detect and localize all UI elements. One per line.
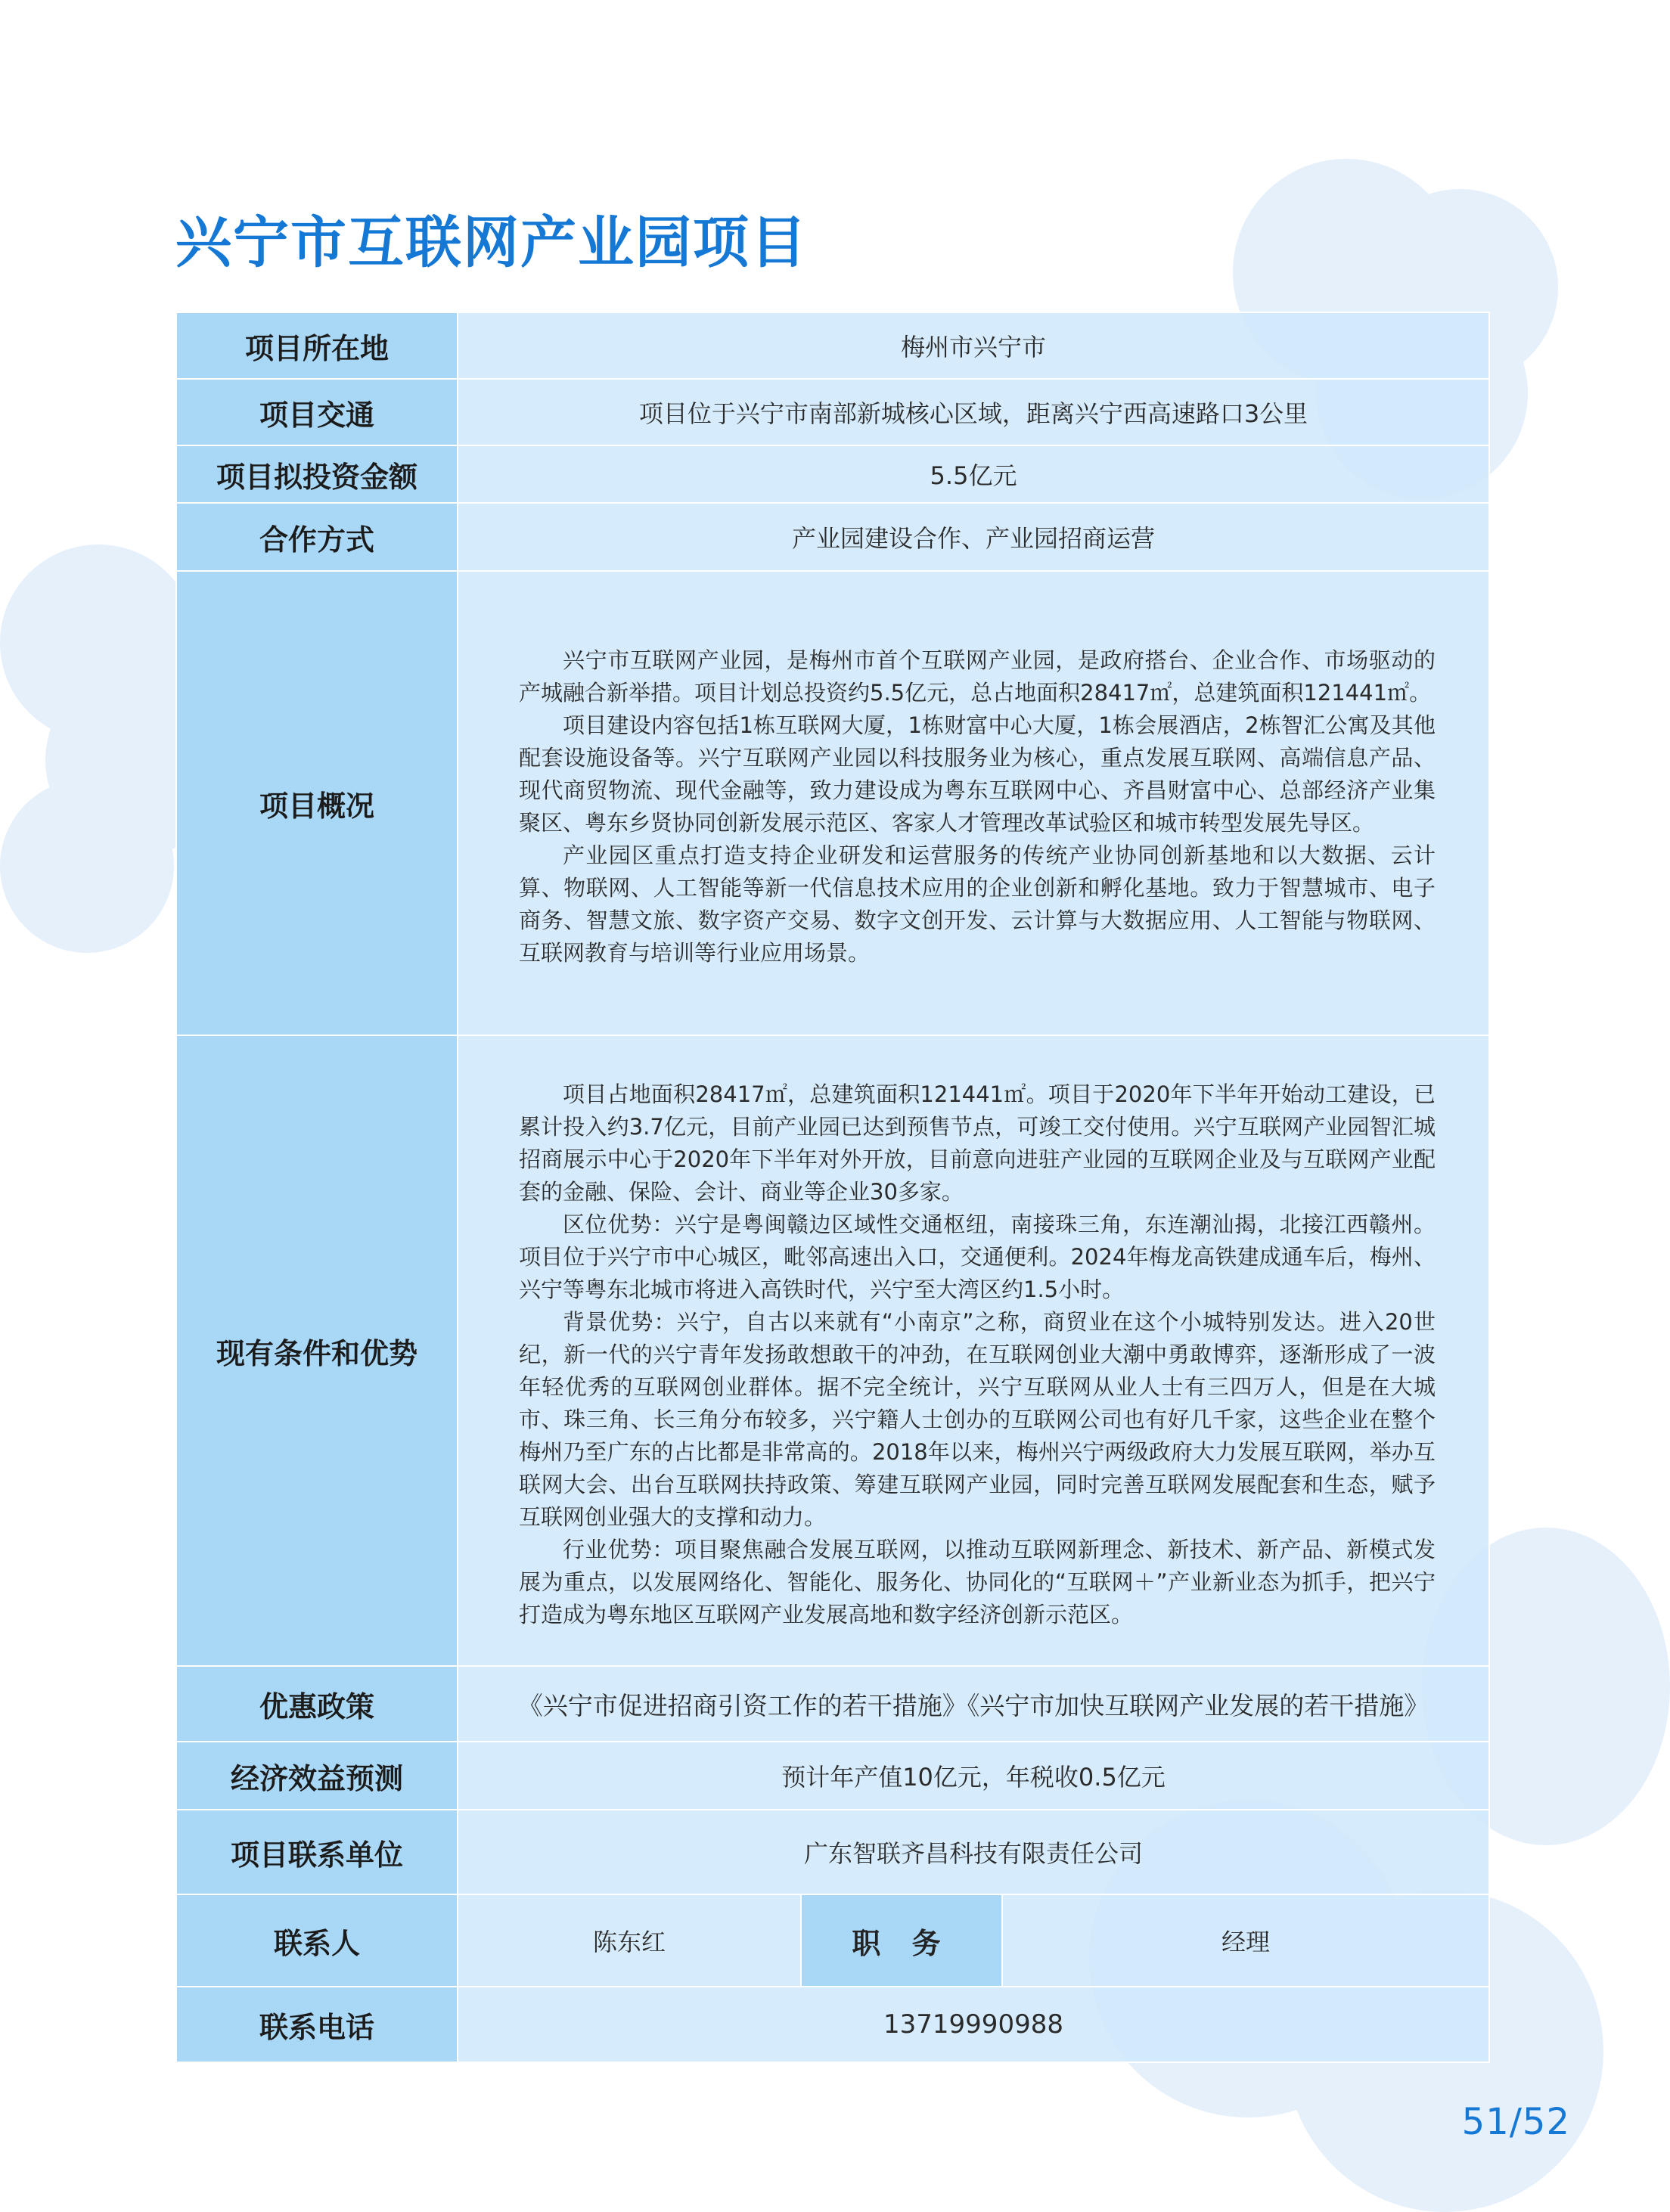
conditions-paragraph: 背景优势：兴宁，自古以来就有“小南京”之称，商贸业在这个小城特别发达。进入20世纪，新一代的兴宁青年发扬敢想敢干的冲劲，在互联网创业大潮中勇敢博弈，逐渐形成了一波年轻优秀的互联网创业群体。据不完全统计，兴宁互联网从业人士有三四万人，但是在大城市、珠三角、长三角分布较多，兴宁籍人士创办的互联网公司也有好几千家，这些企业在整个梅州乃至广东的占比都是非常高的。2018年以来，梅州兴宁两级政府大力发展互联网，举办互联网大会、出台互联网扶持政策、筹建互联网产业园，同时完善互联网发展配套和生态，赋予互联网创业强大的支撑和动力。 xyxy=(519,1308,1436,1530)
table-row xyxy=(176,445,1489,503)
table-row xyxy=(176,1810,1489,1894)
page-title: 兴宁市互联网产业园项目 xyxy=(175,210,808,275)
position-label: 职 务 xyxy=(801,1894,1002,1987)
table-row xyxy=(176,312,1489,379)
table-row xyxy=(176,1035,1489,1666)
unit-label: 项目联系单位 xyxy=(176,1810,458,1894)
policy-label: 优惠政策 xyxy=(176,1666,458,1742)
investment-value: 5.5亿元 xyxy=(458,445,1489,503)
conditions-value xyxy=(458,1035,1489,1666)
cooperation-value: 产业园建设合作、产业园招商运营 xyxy=(458,503,1489,571)
conditions-paragraph: 行业优势：项目聚焦融合发展互联网，以推动互联网新理念、新技术、新产品、新模式发展为重点，以发展网络化、智能化、服务化、协同化的“互联网＋”产业新业态为抓手，把兴宁打造成为粤东地区互联网产业发展高地和数字经济创新示范区。 xyxy=(519,1536,1436,1627)
location-label: 项目所在地 xyxy=(176,312,458,379)
contact-label: 联系人 xyxy=(176,1894,458,1987)
table-row xyxy=(176,1894,1489,1987)
overview-label: 项目概况 xyxy=(176,571,458,1035)
location-value: 梅州市兴宁市 xyxy=(458,312,1489,379)
overview-value xyxy=(458,571,1489,1035)
conditions-paragraph: 区位优势：兴宁是粤闽赣边区域性交通枢纽，南接珠三角，东连潮汕揭，北接江西赣州。项目位于兴宁市中心城区，毗邻高速出入口，交通便利。2024年梅龙高铁建成通车后，梅州、兴宁等粤东北城市将进入高铁时代，兴宁至大湾区约1.5小时。 xyxy=(519,1211,1436,1302)
cooperation-label: 合作方式 xyxy=(176,503,458,571)
table-row xyxy=(176,1666,1489,1742)
conditions-paragraph: 项目占地面积28417㎡，总建筑面积121441㎡。项目于2020年下半年开始动工建设，已累计投入约3.7亿元，目前产业园已达到预售节点，可竣工交付使用。兴宁互联网产业园智汇城招商展示中心于2020年下半年对外开放，目前意向进驻产业园的互联网企业及与互联网产业配套的金融、保险、会计、商业等企业30多家。 xyxy=(519,1081,1436,1205)
traffic-value: 项目位于兴宁市南部新城核心区域，距离兴宁西高速路口3公里 xyxy=(458,379,1489,445)
investment-label: 项目拟投资金额 xyxy=(176,445,458,503)
unit-value: 广东智联齐昌科技有限责任公司 xyxy=(458,1810,1489,1894)
table-row xyxy=(176,503,1489,571)
table-row xyxy=(176,1987,1489,2062)
phone-label: 联系电话 xyxy=(176,1987,458,2062)
project-info-table xyxy=(175,312,1490,2063)
contact-value: 陈东红 xyxy=(458,1894,801,1987)
benefit-value: 预计年产值10亿元，年税收0.5亿元 xyxy=(458,1742,1489,1810)
table-row xyxy=(176,571,1489,1035)
table-row xyxy=(176,1742,1489,1810)
policy-value: 《兴宁市促进招商引资工作的若干措施》《兴宁市加快互联网产业发展的若干措施》 xyxy=(458,1666,1489,1742)
overview-paragraph: 产业园区重点打造支持企业研发和运营服务的传统产业协同创新基地和以大数据、云计算、物联网、人工智能等新一代信息技术应用的企业创新和孵化基地。致力于智慧城市、电子商务、智慧文旅、数字资产交易、数字文创开发、云计算与大数据应用、人工智能与物联网、互联网教育与培训等行业应用场景。 xyxy=(519,842,1436,966)
page-number: 51/52 xyxy=(1461,2101,1570,2143)
phone-value: 13719990988 xyxy=(458,1987,1489,2062)
traffic-label: 项目交通 xyxy=(176,379,458,445)
overview-paragraph: 项目建设内容包括1栋互联网大厦，1栋财富中心大厦，1栋会展酒店，2栋智汇公寓及其他配套设施设备等。兴宁互联网产业园以科技服务业为核心，重点发展互联网、高端信息产品、现代商贸物流、现代金融等，致力建设成为粤东互联网中心、齐昌财富中心、总部经济产业集聚区、粤东乡贤协同创新发展示范区、客家人才管理改革试验区和城市转型发展先导区。 xyxy=(519,712,1436,836)
benefit-label: 经济效益预测 xyxy=(176,1742,458,1810)
overview-paragraph: 兴宁市互联网产业园，是梅州市首个互联网产业园，是政府搭台、企业合作、市场驱动的产城融合新举措。项目计划总投资约5.5亿元，总占地面积28417㎡，总建筑面积121441㎡。 xyxy=(519,647,1436,706)
position-value: 经理 xyxy=(1002,1894,1489,1987)
table-row xyxy=(176,379,1489,445)
conditions-label: 现有条件和优势 xyxy=(176,1035,458,1666)
